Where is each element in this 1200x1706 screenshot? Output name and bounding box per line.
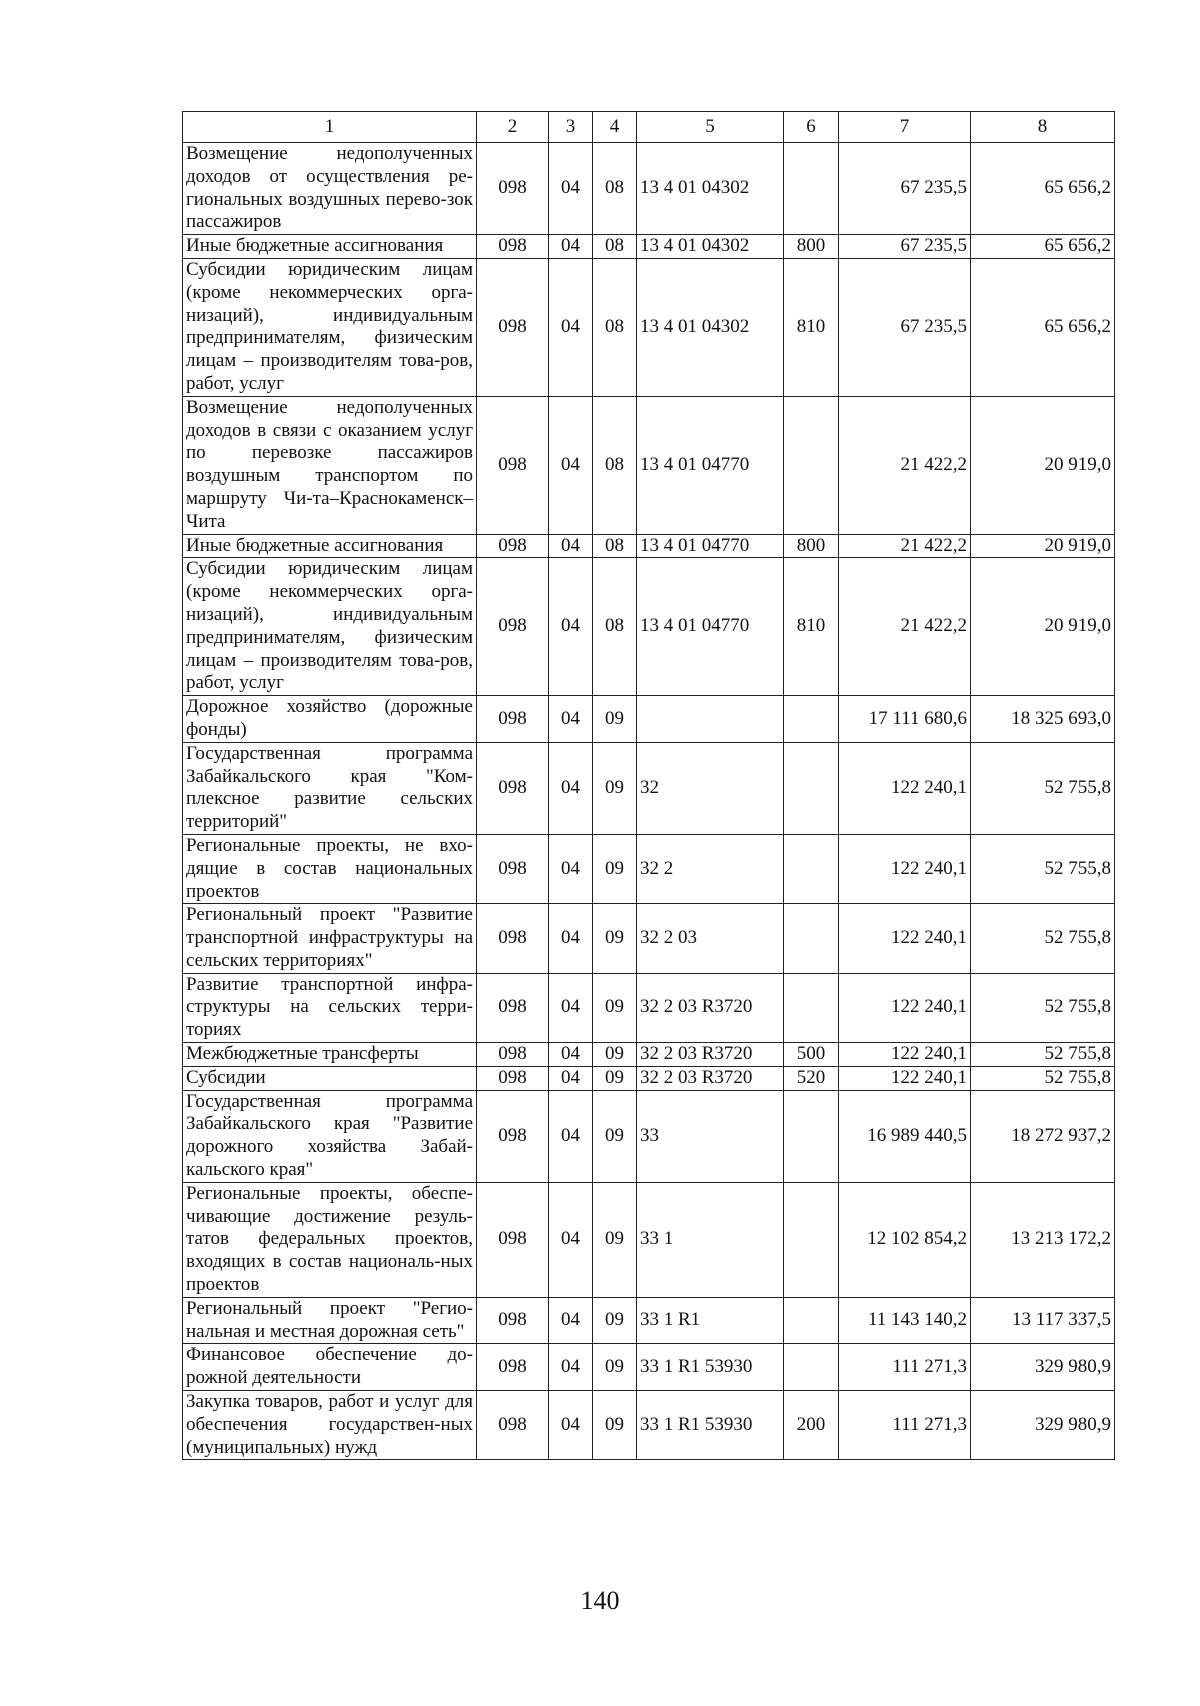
cell-amount-year2: 52 755,8 — [971, 1066, 1115, 1090]
cell-amount-year1: 122 240,1 — [839, 834, 971, 903]
cell-subsection: 08 — [593, 235, 637, 259]
table-row — [183, 1090, 1115, 1182]
cell-amount-year1: 16 989 440,5 — [839, 1090, 971, 1182]
cell-section: 04 — [549, 834, 593, 903]
cell-subsection: 08 — [593, 396, 637, 534]
cell-section: 04 — [549, 1182, 593, 1297]
cell-expense-type — [784, 1182, 839, 1297]
cell-amount-year2: 65 656,2 — [971, 143, 1115, 235]
cell-section: 04 — [549, 558, 593, 696]
cell-amount-year1: 17 111 680,6 — [839, 696, 971, 743]
column-header: 8 — [971, 112, 1115, 143]
cell-expense-type — [784, 1344, 839, 1391]
cell-target-article: 32 2 — [637, 834, 784, 903]
cell-target-article: 33 1 R1 53930 — [637, 1391, 784, 1460]
table-row — [183, 558, 1115, 696]
cell-section: 04 — [549, 534, 593, 558]
column-header: 2 — [477, 112, 549, 143]
column-header: 5 — [637, 112, 784, 143]
cell-ministry-code: 098 — [477, 742, 549, 834]
cell-expense-type — [784, 904, 839, 973]
cell-expense-type: 800 — [784, 534, 839, 558]
cell-subsection: 09 — [593, 1182, 637, 1297]
cell-subsection: 09 — [593, 904, 637, 973]
budget-table — [182, 111, 1115, 1460]
cell-subsection: 09 — [593, 742, 637, 834]
cell-target-article: 32 2 03 R3720 — [637, 1043, 784, 1067]
column-header: 7 — [839, 112, 971, 143]
cell-amount-year2: 20 919,0 — [971, 558, 1115, 696]
cell-ministry-code: 098 — [477, 396, 549, 534]
table-row — [183, 143, 1115, 235]
cell-section: 04 — [549, 396, 593, 534]
cell-amount-year1: 122 240,1 — [839, 973, 971, 1042]
cell-name: Региональные проекты, не вхо-дящие в состав национальных проектов — [183, 834, 477, 903]
cell-amount-year1: 111 271,3 — [839, 1391, 971, 1460]
cell-section: 04 — [549, 235, 593, 259]
cell-amount-year2: 52 755,8 — [971, 973, 1115, 1042]
table-row — [183, 696, 1115, 743]
cell-subsection: 09 — [593, 1043, 637, 1067]
table-row — [183, 1391, 1115, 1460]
cell-expense-type — [784, 1090, 839, 1182]
cell-subsection: 09 — [593, 1344, 637, 1391]
cell-ministry-code: 098 — [477, 696, 549, 743]
table-row — [183, 1043, 1115, 1067]
cell-ministry-code: 098 — [477, 558, 549, 696]
cell-ministry-code: 098 — [477, 973, 549, 1042]
cell-name: Возмещение недополученных доходов в связи с оказанием услуг по перевозке пассажиров воздушным транспортом по маршруту Чи-та–Краснокаменск–Чита — [183, 396, 477, 534]
cell-target-article: 13 4 01 04302 — [637, 258, 784, 396]
cell-expense-type: 500 — [784, 1043, 839, 1067]
cell-name: Возмещение недополученных доходов от осуществления ре-гиональных воздушных перево-зок пассажиров — [183, 143, 477, 235]
cell-section: 04 — [549, 1090, 593, 1182]
cell-amount-year2: 13 117 337,5 — [971, 1297, 1115, 1344]
cell-amount-year1: 67 235,5 — [839, 258, 971, 396]
cell-target-article: 33 1 R1 53930 — [637, 1344, 784, 1391]
cell-name: Государственная программа Забайкальского края "Развитие дорожного хозяйства Забай-кальского края" — [183, 1090, 477, 1182]
cell-amount-year2: 20 919,0 — [971, 534, 1115, 558]
cell-target-article — [637, 696, 784, 743]
table-row — [183, 1066, 1115, 1090]
cell-section: 04 — [549, 904, 593, 973]
cell-subsection: 09 — [593, 1066, 637, 1090]
cell-name: Субсидии юридическим лицам (кроме некоммерческих орга-низаций), индивидуальным предпринимателям, физическим лицам – производителям това-ров, работ, услуг — [183, 258, 477, 396]
cell-expense-type: 800 — [784, 235, 839, 259]
cell-amount-year1: 122 240,1 — [839, 1066, 971, 1090]
cell-amount-year2: 52 755,8 — [971, 904, 1115, 973]
cell-section: 04 — [549, 1391, 593, 1460]
cell-name: Региональный проект "Регио-нальная и местная дорожная сеть" — [183, 1297, 477, 1344]
column-header: 1 — [183, 112, 477, 143]
cell-section: 04 — [549, 1344, 593, 1391]
table-row — [183, 742, 1115, 834]
table-row — [183, 1297, 1115, 1344]
cell-subsection: 09 — [593, 973, 637, 1042]
cell-target-article: 33 — [637, 1090, 784, 1182]
page-number: 140 — [580, 1586, 620, 1615]
cell-section: 04 — [549, 258, 593, 396]
table-row — [183, 973, 1115, 1042]
cell-target-article: 33 1 R1 — [637, 1297, 784, 1344]
cell-expense-type: 810 — [784, 258, 839, 396]
cell-ministry-code: 098 — [477, 1066, 549, 1090]
cell-amount-year1: 67 235,5 — [839, 235, 971, 259]
cell-target-article: 13 4 01 04302 — [637, 235, 784, 259]
cell-expense-type: 200 — [784, 1391, 839, 1460]
cell-ministry-code: 098 — [477, 1344, 549, 1391]
cell-target-article: 32 — [637, 742, 784, 834]
table-row — [183, 235, 1115, 259]
cell-amount-year1: 67 235,5 — [839, 143, 971, 235]
cell-name: Финансовое обеспечение до-рожной деятельности — [183, 1344, 477, 1391]
table-row — [183, 1182, 1115, 1297]
cell-ministry-code: 098 — [477, 1090, 549, 1182]
cell-expense-type — [784, 1297, 839, 1344]
cell-amount-year2: 329 980,9 — [971, 1391, 1115, 1460]
cell-section: 04 — [549, 1066, 593, 1090]
cell-amount-year2: 65 656,2 — [971, 258, 1115, 396]
cell-ministry-code: 098 — [477, 1182, 549, 1297]
cell-expense-type — [784, 396, 839, 534]
cell-subsection: 09 — [593, 696, 637, 743]
cell-subsection: 09 — [593, 1391, 637, 1460]
table-row — [183, 534, 1115, 558]
cell-expense-type — [784, 742, 839, 834]
cell-amount-year1: 111 271,3 — [839, 1344, 971, 1391]
cell-name: Государственная программа Забайкальского края "Ком-плексное развитие сельских территорий" — [183, 742, 477, 834]
cell-amount-year2: 52 755,8 — [971, 742, 1115, 834]
table-row — [183, 904, 1115, 973]
cell-expense-type — [784, 973, 839, 1042]
cell-section: 04 — [549, 143, 593, 235]
cell-subsection: 08 — [593, 258, 637, 396]
table-body — [183, 143, 1115, 1460]
cell-subsection: 09 — [593, 834, 637, 903]
cell-name: Иные бюджетные ассигнования — [183, 235, 477, 259]
cell-amount-year2: 65 656,2 — [971, 235, 1115, 259]
cell-name: Дорожное хозяйство (дорожные фонды) — [183, 696, 477, 743]
cell-amount-year2: 52 755,8 — [971, 834, 1115, 903]
column-header: 6 — [784, 112, 839, 143]
cell-target-article: 13 4 01 04302 — [637, 143, 784, 235]
cell-expense-type — [784, 143, 839, 235]
cell-name: Закупка товаров, работ и услуг для обеспечения государствен-ных (муниципальных) нужд — [183, 1391, 477, 1460]
cell-target-article: 32 2 03 R3720 — [637, 1066, 784, 1090]
table-header-row — [183, 112, 1115, 143]
cell-subsection: 08 — [593, 534, 637, 558]
cell-ministry-code: 098 — [477, 904, 549, 973]
cell-subsection: 09 — [593, 1297, 637, 1344]
cell-target-article: 33 1 — [637, 1182, 784, 1297]
cell-ministry-code: 098 — [477, 1043, 549, 1067]
table-row — [183, 258, 1115, 396]
cell-amount-year2: 329 980,9 — [971, 1344, 1115, 1391]
cell-target-article: 32 2 03 — [637, 904, 784, 973]
cell-ministry-code: 098 — [477, 258, 549, 396]
cell-name: Иные бюджетные ассигнования — [183, 534, 477, 558]
column-header: 3 — [549, 112, 593, 143]
cell-amount-year1: 11 143 140,2 — [839, 1297, 971, 1344]
cell-amount-year2: 18 272 937,2 — [971, 1090, 1115, 1182]
table-row — [183, 396, 1115, 534]
cell-ministry-code: 098 — [477, 143, 549, 235]
column-header: 4 — [593, 112, 637, 143]
cell-expense-type — [784, 696, 839, 743]
cell-name: Субсидии юридическим лицам (кроме некоммерческих орга-низаций), индивидуальным предпринимателям, физическим лицам – производителям това-ров, работ, услуг — [183, 558, 477, 696]
cell-amount-year1: 21 422,2 — [839, 558, 971, 696]
cell-ministry-code: 098 — [477, 534, 549, 558]
cell-section: 04 — [549, 1297, 593, 1344]
cell-name: Субсидии — [183, 1066, 477, 1090]
cell-expense-type: 520 — [784, 1066, 839, 1090]
cell-section: 04 — [549, 742, 593, 834]
cell-subsection: 08 — [593, 143, 637, 235]
cell-amount-year2: 13 213 172,2 — [971, 1182, 1115, 1297]
cell-section: 04 — [549, 1043, 593, 1067]
cell-subsection: 08 — [593, 558, 637, 696]
cell-ministry-code: 098 — [477, 235, 549, 259]
cell-section: 04 — [549, 973, 593, 1042]
cell-amount-year2: 18 325 693,0 — [971, 696, 1115, 743]
cell-target-article: 13 4 01 04770 — [637, 558, 784, 696]
cell-ministry-code: 098 — [477, 1391, 549, 1460]
cell-amount-year1: 122 240,1 — [839, 1043, 971, 1067]
cell-amount-year2: 20 919,0 — [971, 396, 1115, 534]
cell-name: Межбюджетные трансферты — [183, 1043, 477, 1067]
cell-subsection: 09 — [593, 1090, 637, 1182]
cell-expense-type: 810 — [784, 558, 839, 696]
cell-target-article: 13 4 01 04770 — [637, 534, 784, 558]
cell-target-article: 32 2 03 R3720 — [637, 973, 784, 1042]
cell-expense-type — [784, 834, 839, 903]
table-row — [183, 834, 1115, 903]
table-row — [183, 1344, 1115, 1391]
cell-name: Региональные проекты, обеспе-чивающие достижение резуль-татов федеральных проектов, входящих в состав националь-ных проектов — [183, 1182, 477, 1297]
cell-name: Развитие транспортной инфра-структуры на сельских терри-ториях — [183, 973, 477, 1042]
cell-amount-year2: 52 755,8 — [971, 1043, 1115, 1067]
cell-section: 04 — [549, 696, 593, 743]
cell-target-article: 13 4 01 04770 — [637, 396, 784, 534]
cell-ministry-code: 098 — [477, 1297, 549, 1344]
cell-amount-year1: 21 422,2 — [839, 534, 971, 558]
cell-amount-year1: 122 240,1 — [839, 742, 971, 834]
cell-ministry-code: 098 — [477, 834, 549, 903]
cell-name: Региональный проект "Развитие транспортной инфраструктуры на сельских территориях" — [183, 904, 477, 973]
cell-amount-year1: 21 422,2 — [839, 396, 971, 534]
cell-amount-year1: 122 240,1 — [839, 904, 971, 973]
cell-amount-year1: 12 102 854,2 — [839, 1182, 971, 1297]
